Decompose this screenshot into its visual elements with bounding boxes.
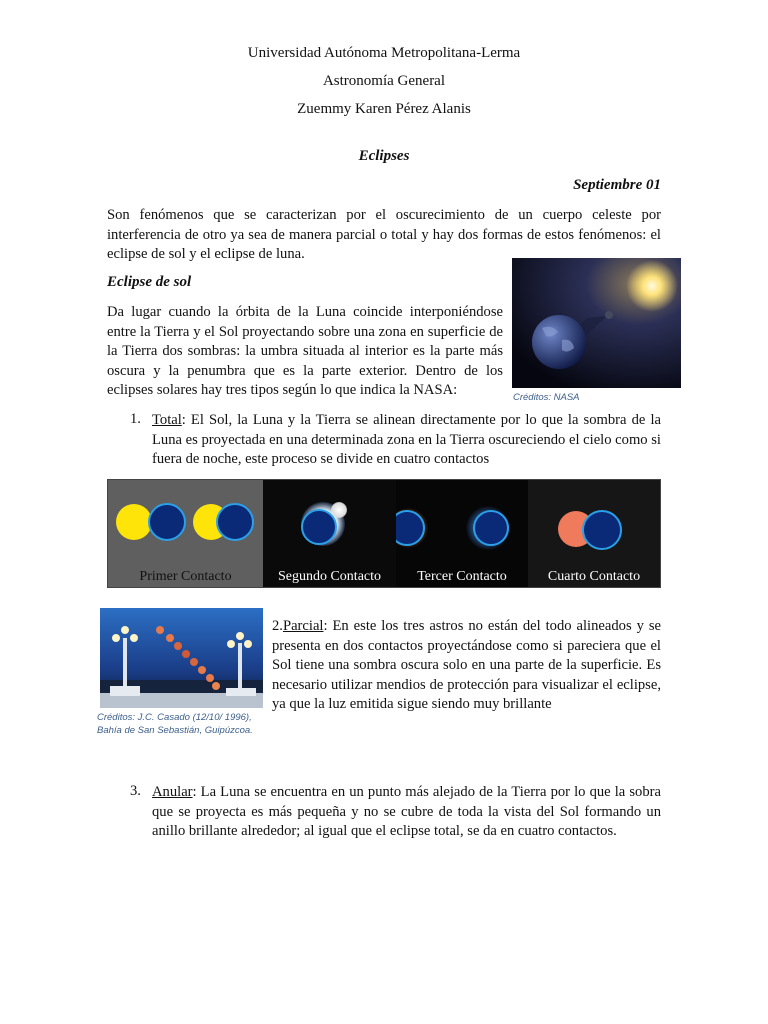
list-number-1: 1.: [130, 411, 141, 427]
intro-paragraph: Son fenómenos que se caracterizan por el oscurecimiento de un cuerpo celeste por interferencia de otro ya sea de manera parcial o total y hay dos formas de estos fenómenos: el eclipse de sol y el eclipse de luna.: [107, 207, 661, 262]
contact-panel-2: [263, 480, 396, 587]
section-sol-paragraph: Da lugar cuando la órbita de la Luna coincide interponiéndose entre la Tierra y el Sol proyectando sobre una zona en superficie de la Tierra dos sombras: la umbra situada al interior es la parte más oscura y la penumbra que es la parte exterior. Dentro de los eclipses solares hay tres tipos según lo que indica la NASA:: [107, 304, 503, 398]
contact-label-4: Cuarto Contacto: [547, 569, 641, 584]
university-name: Universidad Autónoma Metropolitana-Lerma: [247, 45, 521, 61]
list-number-2: 2.: [272, 618, 283, 634]
item-parcial-text: : En este los tres astros no están del todo alineados y se presenta en dos contactos proyectándose como si pareciera que el Sol tiene una sombra oscura solo en una parte de la superficie. Es necesario utilizar mendios de protección para visualizar el eclipse, ya que la luz emitida sigue siendo muy brillante: [272, 618, 661, 712]
contact-label-1: Primer Contacto: [139, 569, 232, 584]
partial-eclipse-photo: [100, 608, 263, 708]
course-name: Astronomía General: [322, 73, 446, 89]
item-anular-paragraph: [152, 783, 661, 842]
document-date: Septiembre 01: [573, 177, 661, 193]
moon-icon: [216, 503, 254, 541]
document-title: Eclipses: [358, 148, 410, 164]
moon-icon: [148, 503, 186, 541]
item-parcial-paragraph: [272, 617, 661, 715]
item-total-paragraph: [152, 411, 661, 470]
casado-image-caption: Créditos: J.C. Casado (12/10/ 1996), Bahía de San Sebastián, Guipúzcoa.: [97, 712, 253, 736]
contacts-diagram: [107, 479, 661, 588]
contact-label-3: Tercer Contacto: [417, 569, 507, 584]
moon-icon: [301, 509, 337, 545]
item-total-term: Total: [152, 412, 182, 428]
item-total-text: : El Sol, la Luna y la Tierra se alinean directamente por lo que la sombra de la Luna es proyectada en una determinada zona en la Tierra oscureciendo el cielo como si fuera de noche, este proceso se divide en cuatro contactos: [152, 412, 661, 467]
contact-panel-1: [108, 480, 263, 587]
contact-panel-4: [528, 480, 660, 587]
nasa-eclipse-image: [512, 258, 681, 388]
nasa-image-caption: Créditos: NASA: [513, 392, 580, 403]
author-name: Zuemmy Karen Pérez Alanis: [297, 101, 471, 117]
list-number-3: 3.: [130, 783, 141, 799]
contact-panel-3: [396, 480, 528, 587]
contact-label-2: Segundo Contacto: [277, 569, 382, 584]
section-heading-sol: Eclipse de sol: [107, 274, 192, 290]
sun-icon: [116, 504, 152, 540]
moon-icon: [473, 510, 509, 546]
moon-icon: [582, 510, 622, 550]
item-parcial-term: Parcial: [282, 618, 324, 634]
item-anular-text: : La Luna se encuentra en un punto más alejado de la Tierra por lo que la sobra que se proyecta es más pequeña y no se cubre de toda la vista del Sol formando un anillo brillante alrededor; al igual que el eclipse total, se da en cuatro contactos.: [152, 784, 661, 839]
item-anular-term: Anular: [152, 784, 193, 800]
